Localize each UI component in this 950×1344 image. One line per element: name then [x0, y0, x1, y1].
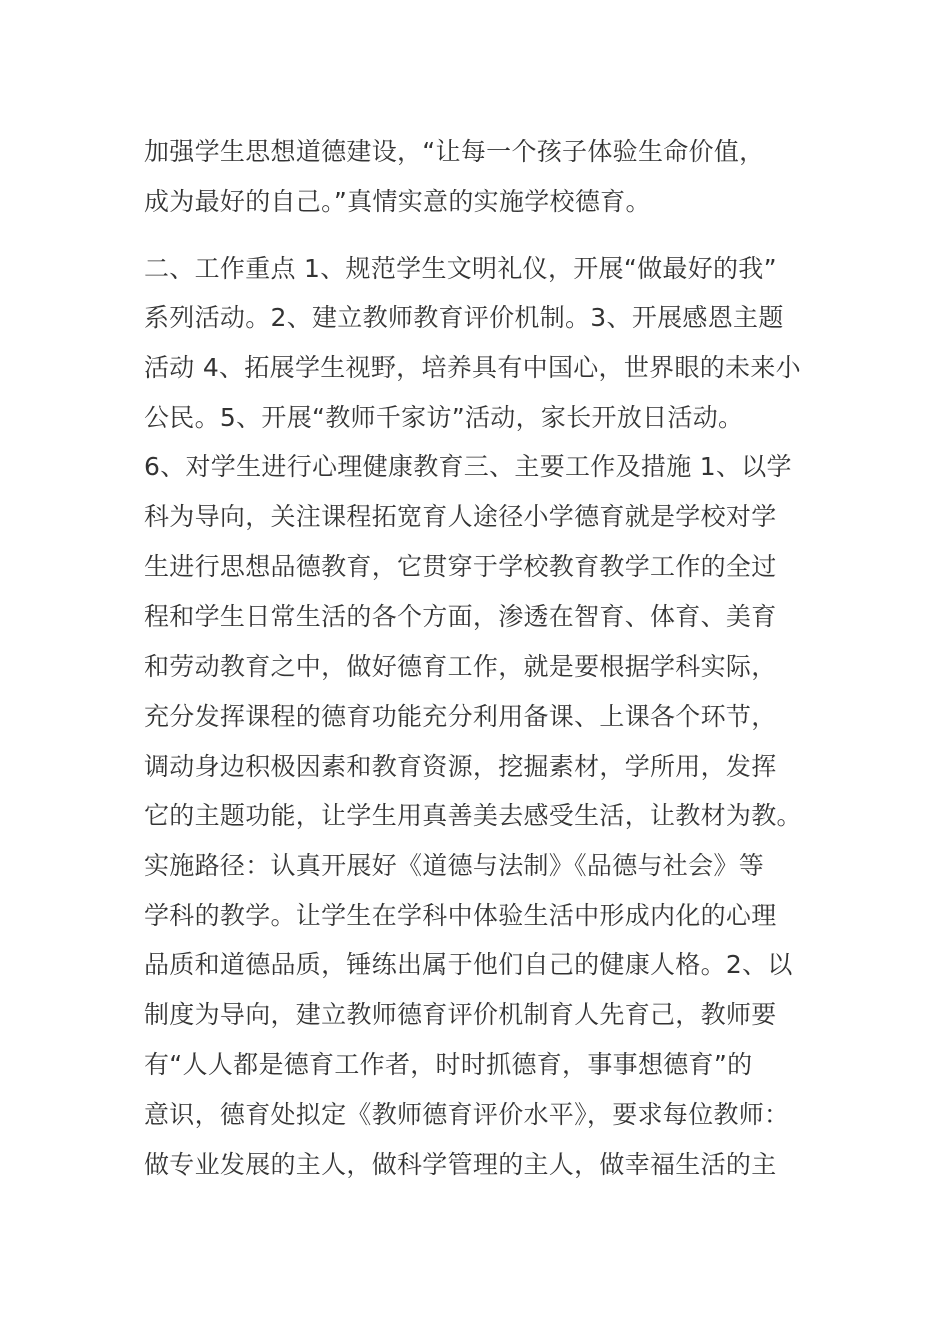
text-line: 科为导向，关注课程拓宽育人途径小学德育就是学校对学	[144, 502, 777, 531]
text-line: 成为最好的自己。”真情实意的实施学校德育。	[144, 187, 651, 216]
text-line: 做专业发展的主人，做科学管理的主人，做幸福生活的主	[144, 1150, 777, 1179]
text-line: 品质和道德品质，锤练出属于他们自己的健康人格。2、以	[144, 950, 793, 979]
text-line: 加强学生思想道德建设，“让每一个孩子体验生命价值，	[144, 137, 765, 166]
text-line: 充分发挥课程的德育功能充分利用备课、上课各个环节，	[144, 702, 777, 731]
text-line: 调动身边积极因素和教育资源，挖掘素材，学所用，发挥	[144, 752, 777, 781]
text-line: 二、工作重点 1、规范学生文明礼仪，开展“做最好的我”	[144, 254, 777, 283]
text-line: 程和学生日常生活的各个方面，渗透在智育、体育、美育	[144, 602, 777, 631]
text-line: 生进行思想品德教育，它贯穿于学校教育教学工作的全过	[144, 552, 777, 581]
text-line: 制度为导向，建立教师德育评价机制育人先育己，教师要	[144, 1000, 777, 1029]
text-line: 它的主题功能，让学生用真善美去感受生活，让教材为教。	[144, 801, 802, 830]
text-line: 和劳动教育之中，做好德育工作，就是要根据学科实际，	[144, 652, 777, 681]
text-line: 意识，德育处拟定《教师德育评价水平》，要求每位教师：	[144, 1100, 790, 1129]
text-line: 活动 4、拓展学生视野，培养具有中国心，世界眼的未来小	[144, 353, 801, 382]
text-line: 6、对学生进行心理健康教育三、主要工作及措施 1、以学	[144, 452, 792, 481]
text-line: 学科的教学。让学生在学科中体验生活中形成内化的心理	[144, 901, 777, 930]
text-line: 系列活动。2、建立教师教育评价机制。3、开展感恩主题	[144, 303, 784, 332]
text-line: 有“人人都是德育工作者，时时抓德育，事事想德育”的	[144, 1050, 753, 1079]
text-line: 公民。5、开展“教师千家访”活动，家长开放日活动。	[144, 403, 744, 432]
text-line: 实施路径：认真开展好《道德与法制》《品德与社会》等	[144, 851, 765, 880]
